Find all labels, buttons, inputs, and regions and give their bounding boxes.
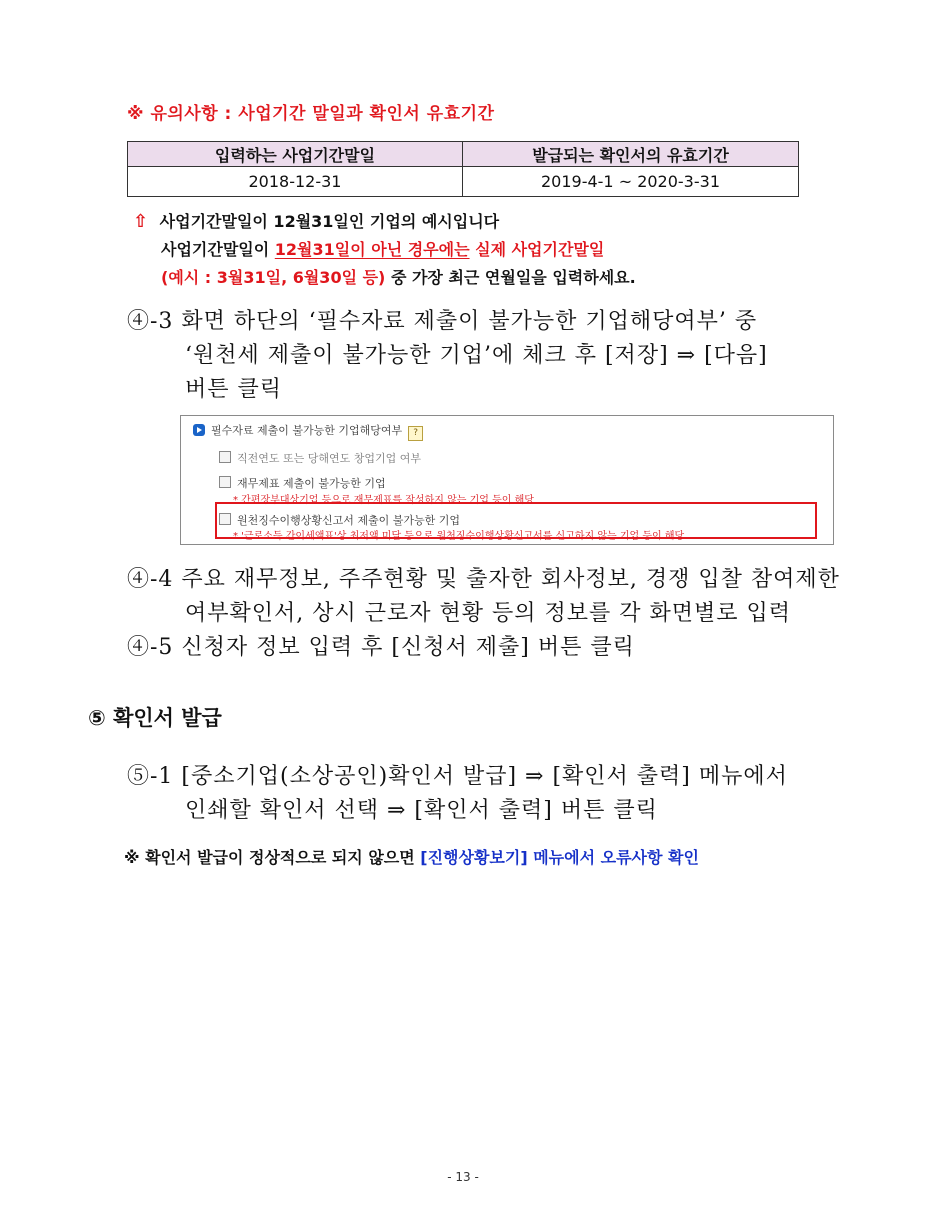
- section-5-heading: ⑤ 확인서 발급: [88, 706, 222, 730]
- step-4-5-line-1: ④-5 신청자 정보 입력 후 [신청서 제출] 버튼 클릭: [127, 635, 635, 660]
- note-line-1: [133, 209, 499, 232]
- option-withholding: [219, 512, 460, 528]
- table-header-validity: 발급되는 확인서의 유효기간: [463, 142, 799, 167]
- option-startup: [219, 450, 421, 466]
- step-5-1-line-1: ⑤-1 [중소기업(소상공인)확인서 발급] ⇒ [확인서 출력] 메뉴에서: [127, 764, 788, 789]
- note-line-3: [161, 265, 636, 288]
- note-text-1: 사업기간말일이 12월31일인 기업의 예시입니다: [159, 212, 500, 231]
- notice-title: ※ 유의사항 : 사업기간 말일과 확인서 유효기간: [127, 104, 495, 124]
- step-4-3-line-1: ④-3 화면 하단의 ‘필수자료 제출이 불가능한 기업해당여부’ 중: [127, 309, 758, 334]
- step-4-3-line-3: 버튼 클릭: [185, 377, 283, 402]
- final-note: [124, 845, 699, 868]
- embedded-screenshot: [180, 415, 834, 545]
- step-4-3-line-2: ‘원천세 제출이 불가능한 기업’에 체크 후 [저장] ⇒ [다음]: [185, 343, 768, 368]
- checkbox-withholding[interactable]: [219, 513, 231, 525]
- option-financial-label: 재무제표 제출이 불가능한 기업: [237, 477, 386, 490]
- option-startup-label: 직전연도 또는 당해연도 창업기업 여부: [237, 452, 422, 465]
- table-cell-validity: 2019-4-1 ~ 2020-3-31: [463, 167, 799, 197]
- page-number: - 13 -: [447, 1170, 479, 1184]
- option-financial-note: * 간편장부대상기업 등으로 재무제표를 작성하지 않는 기업 등이 해당: [233, 495, 534, 506]
- option-financial: [219, 475, 386, 491]
- screenshot-title-text: 필수자료 제출이 불가능한 기업해당여부: [211, 424, 403, 437]
- step-4-4-line-2: 여부확인서, 상시 근로자 현황 등의 정보를 각 화면별로 입력: [185, 601, 791, 626]
- up-arrow-icon: ⇧: [133, 211, 149, 232]
- validity-period-table: [127, 141, 799, 197]
- note-line-2: [161, 237, 604, 260]
- note-text-2-prefix: 사업기간말일이: [161, 240, 275, 259]
- final-note-blue: [진행상황보기] 메뉴에서 오류사항 확인: [420, 848, 699, 867]
- screenshot-title: [193, 422, 423, 441]
- option-withholding-label: 원천징수이행상황신고서 제출이 불가능한 기업: [237, 514, 461, 527]
- checkbox-startup[interactable]: [219, 451, 231, 463]
- note-text-3-red: (예시 : 3월31일, 6월30일 등): [161, 268, 386, 287]
- step-4-4-line-1: ④-4 주요 재무정보, 주주현황 및 출자한 회사정보, 경쟁 입찰 참여제한: [127, 567, 840, 592]
- checkbox-financial[interactable]: [219, 476, 231, 488]
- note-text-2-red: 실제 사업기간말일: [469, 240, 605, 259]
- option-withholding-note: * '근로소득 간이세액표'상 최저액 미달 등으로 원천징수이행상황신고서를 신고하지 않는 기업 등이 해당: [233, 531, 685, 542]
- table-cell-end-date: 2018-12-31: [128, 167, 463, 197]
- bullet-icon: [193, 424, 205, 436]
- note-text-2-underlined: 12월31일이 아닌 경우에는: [274, 240, 470, 259]
- help-icon: ?: [408, 426, 423, 441]
- note-text-3-rest: 중 가장 최근 연월일을 입력하세요.: [385, 268, 636, 287]
- table-header-end-date: 입력하는 사업기간말일: [128, 142, 463, 167]
- final-note-prefix: ※ 확인서 발급이 정상적으로 되지 않으면: [124, 848, 421, 867]
- step-5-1-line-2: 인쇄할 확인서 선택 ⇒ [확인서 출력] 버튼 클릭: [185, 798, 658, 823]
